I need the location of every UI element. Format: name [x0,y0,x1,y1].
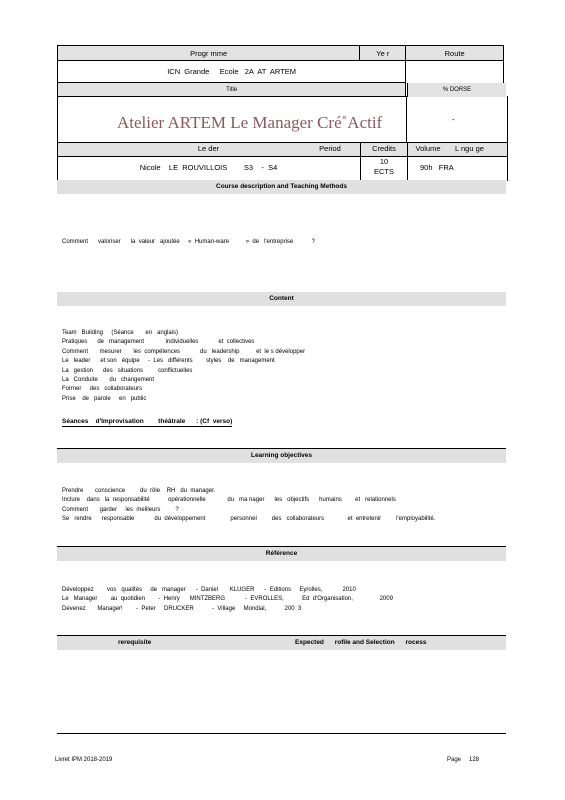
content-line: Prise de parole en public [62,395,147,402]
dorse-value: - [452,115,455,124]
course-description-line: Comment valoriser la valeur ajoutée « Human-ware » de l'entreprise ? [62,239,315,245]
footer-page-number: 128 [469,757,480,763]
program-value: ICN Grande Ecole 2A AT ARTEM [58,61,406,83]
reference-line: Développez vos qualités de manager - Daniel KLUGER - Editions Eyrolles, 2010 [62,587,356,593]
title-label: Title [58,83,406,97]
footer-booklet: Livret IPM 2018-2019 [55,757,113,763]
content-line: Team Building (Séance en anglais) [62,330,179,336]
objective-line: Se rendre responsable du développement personnel des collaborateurs et entretenir l'employabilité. [62,516,436,523]
content-line: Le leader et son équipe - Les différents styles de management [62,358,275,365]
objective-line: Prendre conscience du rôle RH du manager. [62,488,216,494]
route-label: Route [406,46,504,61]
prerequisite-heading: rerequisite [118,639,152,646]
course-description-heading: Course description and Teaching Methods [57,180,506,194]
content-body [62,329,305,404]
course-title: Atelier ARTEM Le Manager Cré˚Actif [117,113,383,132]
objective-line: Inclure dans la responsabilité opérationnelle du ma nager les objectifs humains et relationnels [62,497,396,504]
objective-line: Comment garder les meilleurs ? [62,506,179,513]
course-description-body [62,238,315,247]
content-heading: Content [57,292,506,306]
reference-line: Le Manager au quotidien - Henry MINTZBERG - EVROLLES, Ed d'Organisation, 2009 [62,596,393,603]
reference-heading: Référence [57,547,506,561]
leader-label: Le der [197,144,220,153]
language-label: L ngu ge [455,144,484,153]
credits-label: Credits [360,142,407,156]
content-line: Former des collaborateurs [62,386,143,393]
footer-page-label: Page [447,757,462,763]
learning-objectives-body [62,487,435,525]
learning-objectives-heading: Learning objectives [57,449,506,463]
content-line: La gestion des situations conflictuelles [62,367,193,374]
program-label: Progr mme [58,46,360,61]
volume-value: 90h FRA [420,163,454,172]
reference-body [62,586,393,614]
year-label: Ye r [360,46,406,61]
period-label: Period [319,144,341,153]
reference-line: Devenez Manager! - Peter DRUCKER - Village Mondial, 200 3 [62,605,302,612]
expected-profile-heading: Expected rofile and Selection rocess [295,639,427,646]
improvisation-note: Séances d'Improvisation théâtrale : (Cf verso) [62,418,233,425]
credits-value: 10 ECTS [360,157,408,180]
volume-label: Volume [407,142,448,156]
content-line: Pratiques de management individuelles et collectives [62,339,255,346]
content-line: Comment mesurer les compétences du leadership et le s développer [62,348,306,355]
leader-value: Nicole LE ROUVILLOIS S3 - S4 [139,163,278,172]
content-line: La Conduite du changement [62,377,155,384]
dorse-label: % DORSE [407,83,506,97]
